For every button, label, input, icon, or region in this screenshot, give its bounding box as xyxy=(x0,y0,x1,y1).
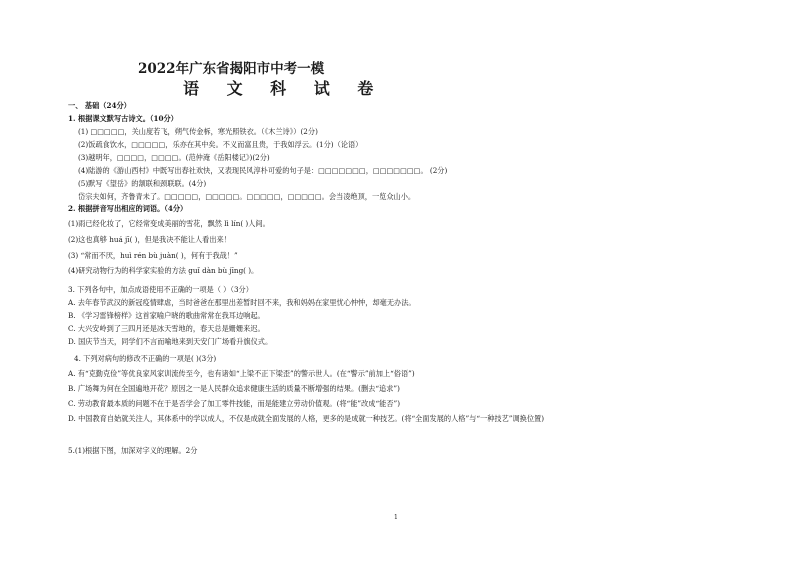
option-line: D. 国庆节当天，同学们不言而喻地来到天安门广场看升旗仪式。 xyxy=(68,337,273,346)
question-line: (4)研究动物行为的科学家实验的方法 guǐ dàn bù jīng( )。 xyxy=(68,266,259,275)
question-line: (1) □□□□□，关山度若飞，朔气传金柝，寒光照铁衣。（《木兰诗》）(2分) xyxy=(78,127,318,136)
question-heading: 2. 根据拼音写出相应的词语。（4分） xyxy=(68,204,188,213)
page-number: 1 xyxy=(394,514,398,521)
section-heading: 一、 基础（24分） xyxy=(68,101,131,110)
question-line: 岱宗夫如何，齐鲁青未了。□□□□□，□□□□□。□□□□□，□□□□□。会当凌绝顶，一览众山小。 xyxy=(78,192,416,201)
question-line: (3)越明年，□□□□，□□□□。(范仲淹《岳阳楼记》)(2分) xyxy=(78,153,270,162)
question-line: (4)陆游的《游山西村》中既写出春社欢快，又表现民风淳朴可爱的句子是：□□□□□□□，□□□□□□□。 (2分) xyxy=(78,166,448,175)
option-line: A. 有“克勤克俭”等优良家风家训流传至今，也有诸如“上梁不正下梁歪”的警示世人。(在“警示”前加上“俗语”) xyxy=(68,369,415,378)
question-line: (2)这也真够 huá jī( )，但是我决不能让人看出来！ xyxy=(68,235,231,244)
exam-subtitle: 语 文 科 试 卷 xyxy=(183,79,385,98)
option-line: A. 去年春节武汉的新冠疫情肆虐，当时爸爸在那里出差暂时回不来，我和妈妈在家里忧心忡忡，却毫无办法。 xyxy=(68,298,416,307)
option-line: C. 大兴安岭到了三四月还是冰天雪地的，春天总是姗姗来迟。 xyxy=(68,324,265,333)
question-line: (2)饭疏食饮水，□□□□□，乐亦在其中矣。不义而富且贵，于我如浮云。(1分)（论语） xyxy=(78,140,363,149)
question-heading: 1. 根据课文默写古诗文。（10分） xyxy=(68,114,178,123)
option-line: D. 中国教育自始就关注人，其体系中的学以成人，不仅是成就全面发展的人格，更多的是成就一种技艺。(将“全面发展的人格”与“一种技艺”调换位置) xyxy=(68,414,545,423)
option-line: B. 广场舞为何在全国遍地开花？原因之一是人民群众追求健康生活的质量不断增强的结果。(删去“追求”) xyxy=(68,384,400,393)
question-heading: 3. 下列各句中，加点成语使用不正确的一项是（ ）（3分） xyxy=(68,285,253,294)
question-heading: 5.(1)根据下图，加深对字义的理解。2分 xyxy=(68,446,198,455)
exam-title: 2022年广东省揭阳市中考一模 xyxy=(138,61,325,77)
question-line: (3) “常而不厌，huì rén bù juàn( )，何有于我哉！” xyxy=(68,251,238,260)
option-line: B. 《学习雷锋榜样》这首家喻户晓的歌曲常常在我耳边响起。 xyxy=(68,311,265,320)
question-heading: 4. 下列对病句的修改不正确的一项是( )(3分) xyxy=(74,354,217,363)
question-line: (1)雨已经化妆了，它经常变成美丽的雪花，飘然 lì lín( )人间。 xyxy=(68,219,270,228)
option-line: C. 劳动教育最本质的问题不在于是否学会了加工零件技能，而是能建立劳动价值观。(将“能”改成“能否”) xyxy=(68,399,400,408)
question-line: (5)默写《望岳》的颔联和颈联联。(4分) xyxy=(78,179,207,188)
